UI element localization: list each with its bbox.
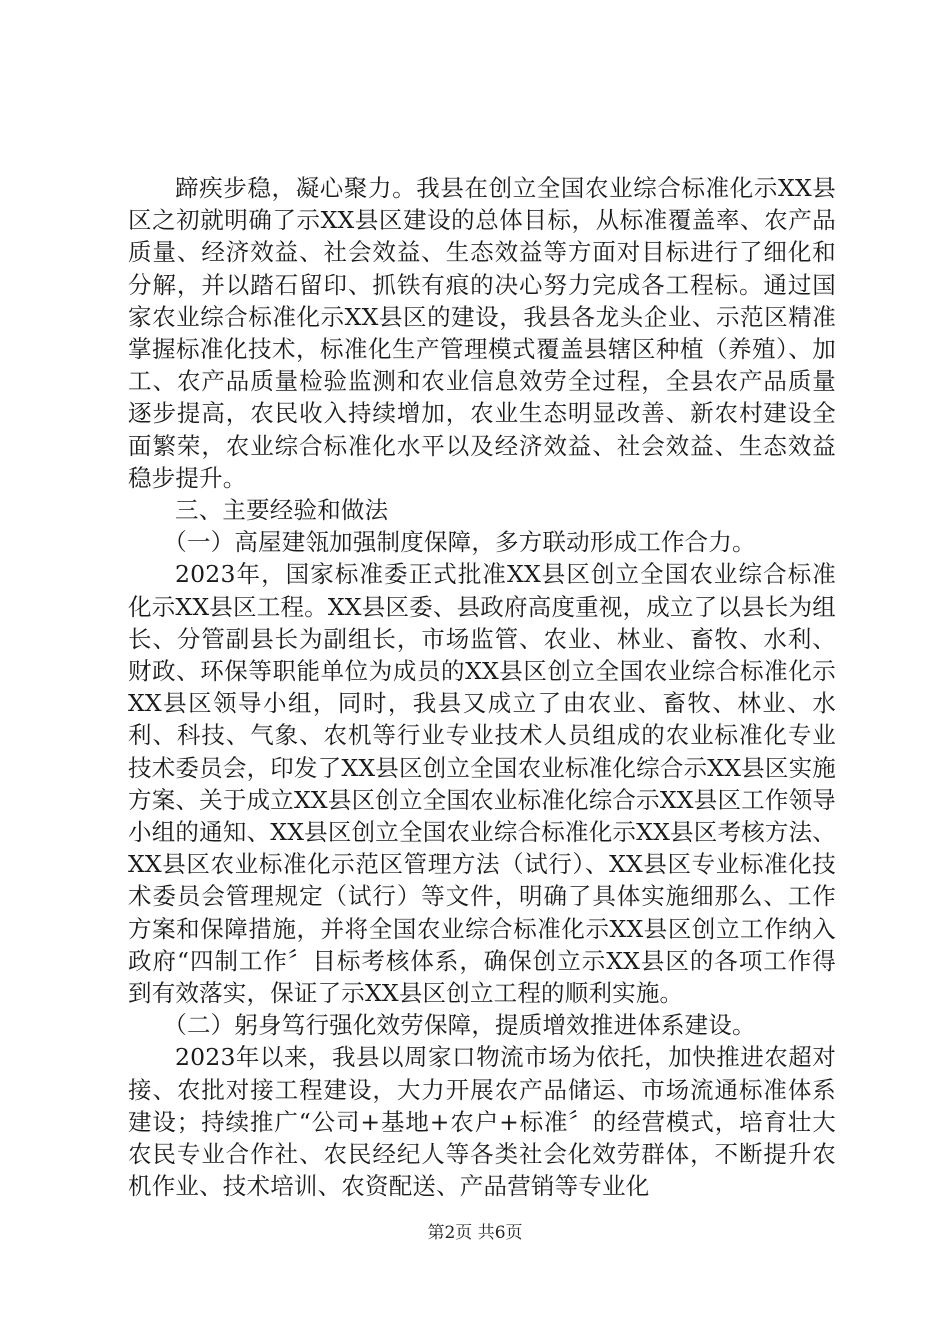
subsection-heading-2: （二）躬身笃行强化效劳保障，提质增效推进体系建设。 (163, 1011, 756, 1040)
document-body (128, 172, 836, 1203)
subsection-heading-1: （一）高屋建瓴加强制度保障，多方联动形成工作合力。 (163, 528, 756, 557)
section-heading-3: 三、主要经验和做法 (175, 496, 389, 525)
page-footer: 第2页 共6页 (427, 1223, 523, 1243)
paragraph-3: 2023年以来，我县以周家口物流市场为依托，加快推进农超对接、农批对接工程建设，大力开展农产品储运、市场流通标准体系建设；持续推广“公司+基地+农户+标准〞的经营模式，培育壮大农民专业合作社、农民经纪人等各类社会化效劳群体，不断提升农机作业、技术培训、农资配送、产品营销等专业化 (128, 1043, 836, 1201)
paragraph-1: 蹄疾步稳，凝心聚力。我县在创立全国农业综合标准化示XX县区之初就明确了示XX县区建设的总体目标，从标准覆盖率、农产品质量、经济效益、社会效益、生态效益等方面对目标进行了细化和分解，并以踏石留印、抓铁有痕的决心努力完成各工程标。通过国家农业综合标准化示XX县区的建设，我县各龙头企业、示范区精准掌握标准化技术，标准化生产管理模式覆盖县辖区种植（养殖）、加工、农产品质量检验监测和农业信息效劳全过程，全县农产品质量逐步提高，农民收入持续增加，农业生态明显改善、新农村建设全面繁荣，农业综合标准化水平以及经济效益、社会效益、生态效益稳步提升。 (128, 174, 836, 492)
paragraph-2: 2023年，国家标准委正式批准XX县区创立全国农业综合标准化示XX县区工程。XX县区委、县政府高度重视，成立了以县长为组长、分管副县长为副组长，市场监管、农业、林业、畜牧、水利、财政、环保等职能单位为成员的XX县区创立全国农业综合标准化示XX县区领导小组，同时，我县又成立了由农业、畜牧、林业、水利、科技、气象、农机等行业专业技术人员组成的农业标准化专业技术委员会，印发了XX县区创立全国农业标准化综合示XX县区实施方案、关于成立XX县区创立全国农业标准化综合示XX县区工作领导小组的通知、XX县区创立全国农业综合标准化示XX县区考核方法、XX县区农业标准化示范区管理方法（试行）、XX县区专业标准化技术委员会管理规定（试行）等文件，明确了具体实施细那么、工作方案和保障措施，并将全国农业综合标准化示XX县区创立工作纳入政府“四制工作〞目标考核体系，确保创立示XX县区的各项工作得到有效落实，保证了示XX县区创立工程的顺利实施。 (128, 560, 836, 1008)
